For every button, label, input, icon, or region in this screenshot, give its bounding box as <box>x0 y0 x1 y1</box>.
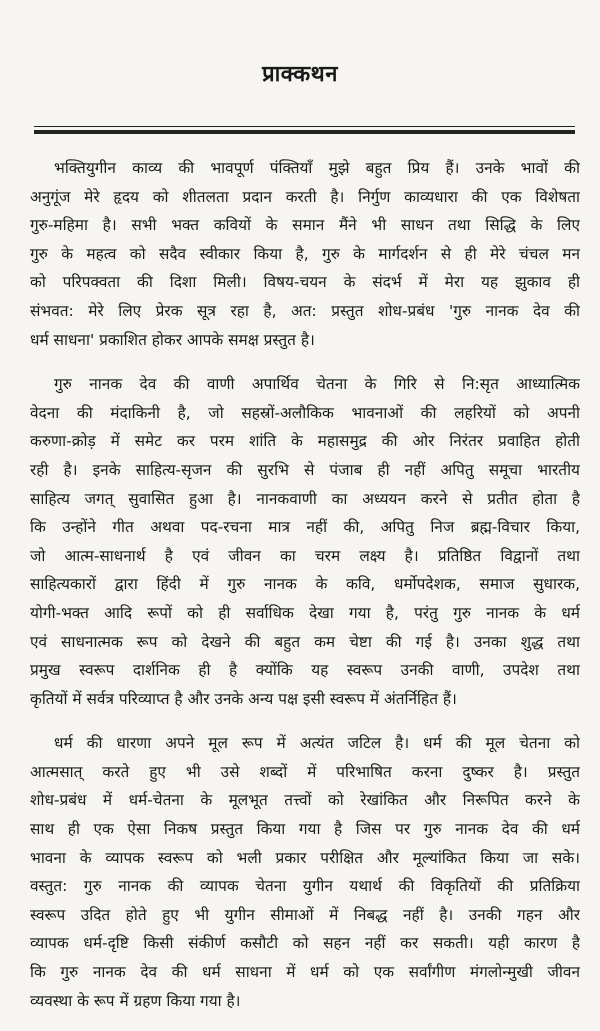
text-line: साहित्य जगत् सुवासित हुआ है। नानकवाणी का अध्ययन करने से प्रतीत होता है <box>30 489 580 508</box>
text-line: वेदना की मंदाकिनी है, जो सहस्रों-अलौकिक भावनाओं की लहरियों को अपनी <box>30 403 580 422</box>
text-line: गुरु के महत्व को सदैव स्वीकार किया है, गुरु के मार्गदर्शन से ही मेरे चंचल मन <box>30 244 580 263</box>
text-line: व्यवस्था के रूप में ग्रहण किया गया है। <box>30 991 241 1010</box>
text-line: धर्म साधना' प्रकाशित होकर आपके समक्ष प्रस्तुत है। <box>30 330 315 349</box>
text-line: कृतियों में सर्वत्र परिव्याप्त है और उनके अन्य पक्ष इसी स्वरूप में अंतर्निहित हैं। <box>30 689 457 708</box>
text-line: जो आत्म-साधनार्थ है एवं जीवन का चरम लक्ष्य है। प्रतिष्ठित विद्वानों तथा <box>30 546 580 565</box>
text-line: आत्मसात् करते हुए भी उसे शब्दों में परिभाषित करना दुष्कर है। प्रस्तुत <box>30 762 580 781</box>
text-line: रही है। इनके साहित्य-सृजन की सुरभि से पंजाब ही नहीं अपितु समूचा भारतीय <box>30 460 580 479</box>
text-line: व्यापक धर्म-दृष्टि किसी संकीर्ण कसौटी को सहन नहीं कर सकती। यही कारण है <box>30 934 580 953</box>
text-line: वस्तुत: गुरु नानक की व्यापक चेतना युगीन यथार्थ की विकृतियों की प्रतिक्रिया <box>30 877 580 896</box>
text-line: शोध-प्रबंध में धर्म-चेतना के मूलभूत तत्त्वों को रेखांकित और निरूपित करने के <box>30 791 580 810</box>
paragraph-2 <box>30 370 580 713</box>
text-line: को परिपक्वता की दिशा मिली। विषय-चयन के संदर्भ में मेरा यह झुकाव ही <box>30 273 580 292</box>
text-line: साथ ही एक ऐसा निकष प्रस्तुत किया गया है जिस पर गुरु नानक देव की धर्म <box>30 820 580 839</box>
text-line: संभवत: मेरे लिए प्रेरक सूत्र रहा है, अत: प्रस्तुत शोध-प्रबंध 'गुरु नानक देव की <box>30 301 580 320</box>
text-line: धर्म की धारणा अपने मूल रूप में अत्यंत जटिल है। धर्म की मूल चेतना को <box>54 734 580 753</box>
text-line: भावना के व्यापक स्वरूप को भली प्रकार परीक्षित और मूल्यांकित किया जा सके। <box>30 848 580 867</box>
text-line: स्वरूप उदित होते हुए भी युगीन सीमाओं में निबद्ध नहीं है। उनकी गहन और <box>30 905 580 924</box>
text-line: गुरु-महिमा है। सभी भक्त कवियों के समान मैंने भी साधन तथा सिद्धि के लिए <box>30 216 580 235</box>
text-line: कि गुरु नानक देव की धर्म साधना में धर्म को एक सर्वांगीण मंगलोन्मुखी जीवन <box>30 963 580 982</box>
text-line: योगी-भक्त आदि रूपों को ही सर्वाधिक देखा गया है, परंतु गुरु नानक के धर्म <box>30 603 580 622</box>
text-line: एवं साधनात्मक रूप को देखने की बहुत कम चेष्टा की गई है। उनका शुद्ध तथा <box>30 632 580 651</box>
body-text <box>30 154 580 1031</box>
text-line: कि उन्होंने गीत अथवा पद-रचना मात्र नहीं की, अपितु निज ब्रह्म-विचार किया, <box>30 518 580 537</box>
paragraph-3 <box>30 729 580 1015</box>
title-divider <box>34 126 575 134</box>
text-line: करुणा-क्रोड़ में समेट कर परम शांति के महासमुद्र की ओर निरंतर प्रवाहित होती <box>30 432 580 451</box>
text-line: अनुगूंज मेरे हृदय को शीतलता प्रदान करती है। निर्गुण काव्यधारा की एक विशेषता <box>30 187 580 206</box>
text-line: प्रमुख स्वरूप दार्शनिक ही है क्योंकि यह स्वरूप उनकी वाणी, उपदेश तथा <box>30 661 580 680</box>
paragraph-1 <box>30 154 580 354</box>
text-line: साहित्यकारों द्वारा हिंदी में गुरु नानक के कवि, धर्मोपदेशक, समाज सुधारक, <box>30 575 580 594</box>
text-line: गुरु नानक देव की वाणी अपार्थिव चेतना के गिरि से नि:सृत आध्यात्मिक <box>54 375 580 394</box>
text-line: भक्तियुगीन काव्य की भावपूर्ण पंक्तियाँ मुझे बहुत प्रिय हैं। उनके भावों की <box>54 159 580 177</box>
page-title: प्राक्कथन <box>262 62 338 87</box>
